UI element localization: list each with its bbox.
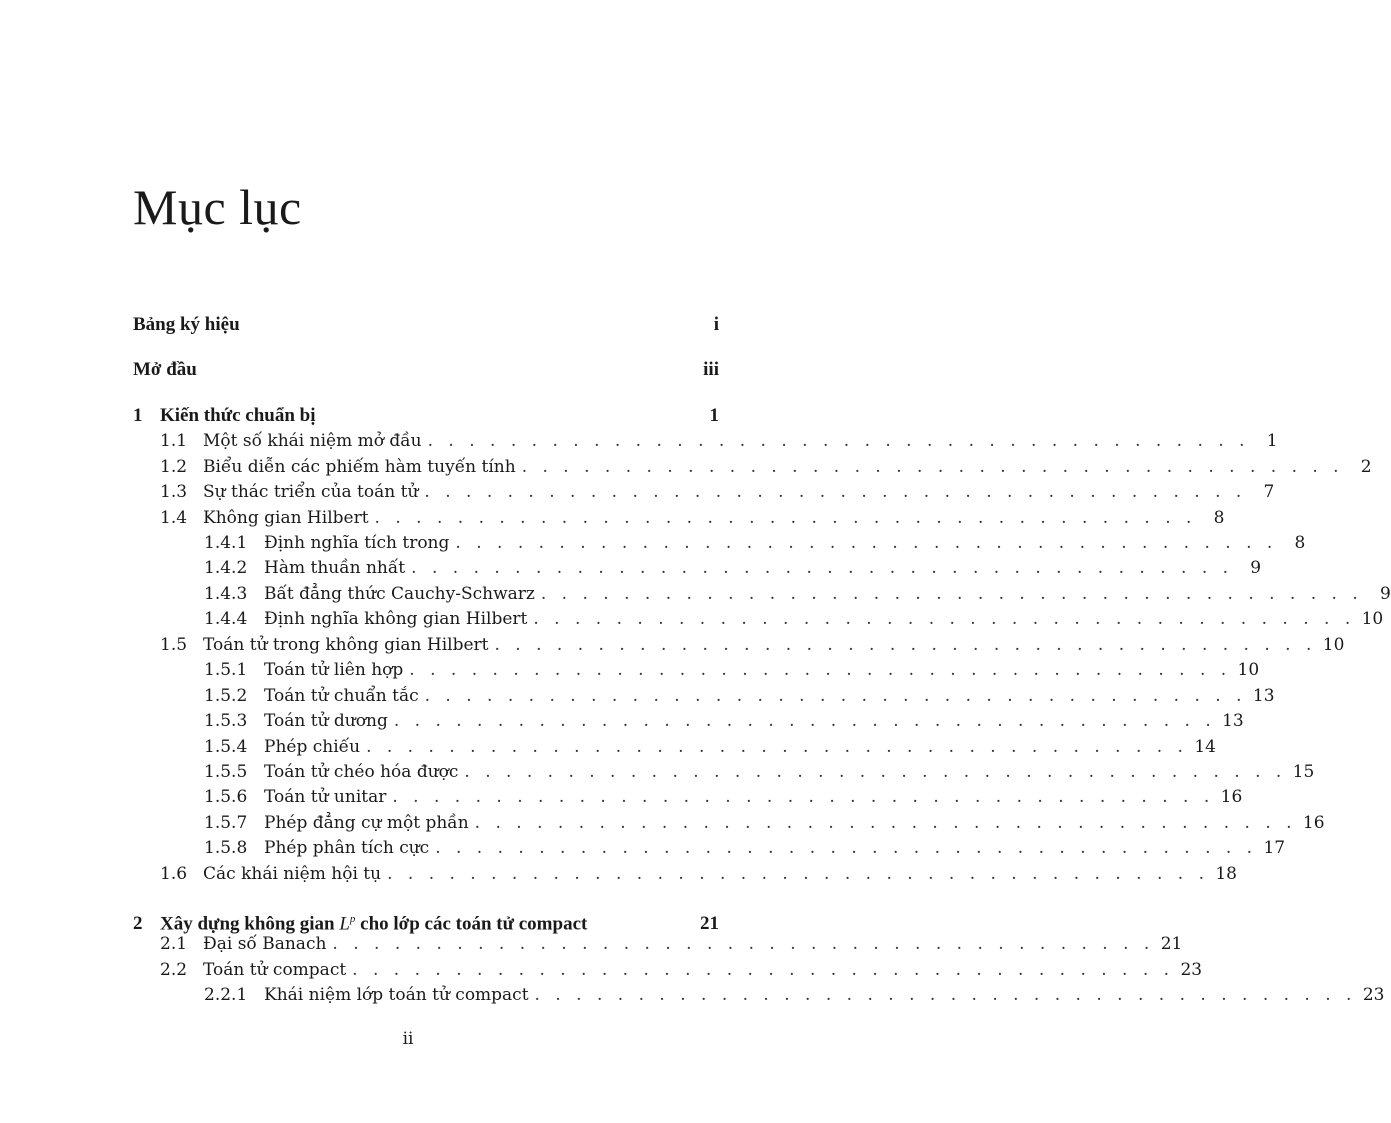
toc-entry[interactable]: [133, 659, 1260, 681]
dot-leader: . . . . . . . . . . . . . . . . . . . . . . . . . . . . . . . . . . . . . . . .: [427, 431, 1250, 451]
entry-number: 1.5.2: [204, 686, 248, 706]
entry-title: Toán tử chuẩn tắc: [264, 686, 419, 706]
entry-number: 1.3: [160, 482, 188, 502]
entry-number: 1.4.4: [204, 609, 248, 629]
entry-number: 1.4.1: [204, 533, 248, 553]
entry-page: 10: [1237, 660, 1260, 680]
dot-leader: . . . . . . . . . . . . . . . . . . . . . . . . . . . . . . . . . . . . . . . .: [352, 960, 1175, 980]
toc-entry[interactable]: [133, 710, 1244, 732]
toc-entry[interactable]: [133, 786, 1243, 808]
toc-entry-page: i: [713, 314, 719, 335]
entry-title: Sự thác triển của toán tử: [203, 482, 419, 502]
dot-leader: . . . . . . . . . . . . . . . . . . . . . . . . . . . . . . . . . . . . . . . .: [474, 813, 1297, 833]
dot-leader: . . . . . . . . . . . . . . . . . . . . . . . . . . . . . . . . . . . . . . . .: [393, 711, 1216, 731]
toc-entry[interactable]: [133, 532, 1306, 554]
entry-number: 1.5.6: [204, 787, 248, 807]
toc-entry[interactable]: [133, 430, 1278, 452]
toc-entry[interactable]: [133, 984, 1385, 1006]
entry-page: 16: [1302, 813, 1325, 833]
entry-title: Khái niệm lớp toán tử compact: [264, 985, 529, 1005]
toc-chapter-1[interactable]: [133, 405, 719, 427]
entry-page: 9: [1250, 558, 1262, 578]
entry-title: Biểu diễn các phiếm hàm tuyến tính: [203, 457, 516, 477]
entry-page: 13: [1222, 711, 1244, 731]
toc-entry[interactable]: [133, 761, 1315, 783]
entry-page: 23: [1180, 960, 1203, 980]
toc-entry[interactable]: [133, 837, 1286, 859]
entry-page: 8: [1213, 508, 1225, 528]
chapter-title-part: Xây dựng không gian: [160, 913, 340, 935]
entry-title: Bất đẳng thức Cauchy-Schwarz: [264, 584, 535, 604]
toc-entry[interactable]: [133, 557, 1262, 579]
toc-entry[interactable]: [133, 933, 1183, 955]
toc-entry-introduction[interactable]: [133, 359, 719, 381]
dot-leader: . . . . . . . . . . . . . . . . . . . . . . . . . . . . . . . . . . . . . . . .: [521, 457, 1344, 477]
dot-leader: . . . . . . . . . . . . . . . . . . . . . . . . . . . . . . . . . . . . . . . .: [392, 787, 1215, 807]
entry-title: Các khái niệm hội tụ: [203, 864, 382, 884]
entry-page: 23: [1362, 985, 1385, 1005]
entry-title: Toán tử compact: [203, 960, 347, 980]
entry-page: 9: [1379, 584, 1391, 604]
toc-entry-title: Mở đầu: [133, 359, 197, 380]
dot-leader: . . . . . . . . . . . . . . . . . . . . . . . . . . . . . . . . . . . . . . . .: [494, 635, 1317, 655]
entry-title: Phép chiếu: [264, 737, 361, 757]
entry-title: Toán tử unitar: [264, 787, 387, 807]
toc-entry[interactable]: [133, 608, 1384, 630]
toc-entry[interactable]: [133, 456, 1372, 478]
entry-page: 16: [1220, 787, 1243, 807]
dot-leader: . . . . . . . . . . . . . . . . . . . . . . . . . . . . . . . . . . . . . . . .: [387, 864, 1209, 884]
entry-page: 14: [1194, 737, 1216, 757]
toc-entry-symbols[interactable]: [133, 314, 719, 336]
entry-number: 1.5.3: [204, 711, 248, 731]
entry-title: Toán tử dương: [264, 711, 388, 731]
entry-number: 1.5.5: [204, 762, 248, 782]
entry-title: Toán tử liên hợp: [264, 660, 404, 680]
chapter-page: 21: [700, 913, 719, 935]
dot-leader: . . . . . . . . . . . . . . . . . . . . . . . . . . . . . . . . . . . . . . . .: [374, 508, 1197, 528]
entry-number: 1.5.4: [204, 737, 248, 757]
entry-page: 17: [1263, 838, 1286, 858]
entry-number: 1.5.8: [204, 838, 248, 858]
toc-entry[interactable]: [133, 812, 1325, 834]
toc-entry[interactable]: [133, 481, 1275, 503]
entry-number: 1.1: [160, 431, 188, 451]
entry-number: 1.5: [160, 635, 188, 655]
dot-leader: . . . . . . . . . . . . . . . . . . . . . . . . . . . . . . . . . . . . . . . .: [424, 482, 1247, 502]
entry-title: Phép phân tích cực: [264, 838, 430, 858]
toc-entry[interactable]: [133, 583, 1391, 605]
chapter-title: [160, 908, 587, 935]
entry-title: Phép đẳng cự một phần: [264, 813, 469, 833]
entry-title: Đại số Banach: [203, 934, 327, 954]
dot-leader: . . . . . . . . . . . . . . . . . . . . . . . . . . . . . . . . . . . . . . . .: [409, 660, 1232, 680]
entry-title: Định nghĩa tích trong: [264, 533, 450, 553]
entry-number: 2.2: [160, 960, 188, 980]
dot-leader: . . . . . . . . . . . . . . . . . . . . . . . . . . . . . . . . . . . . . . . .: [332, 934, 1155, 954]
entry-page: 10: [1361, 609, 1384, 629]
entry-page: 8: [1294, 533, 1306, 553]
chapter-title-symbol: L: [339, 913, 350, 935]
page-number: ii: [402, 1029, 414, 1049]
dot-leader: . . . . . . . . . . . . . . . . . . . . . . . . . . . . . . . . . . . . . . . .: [424, 686, 1247, 706]
entry-page: 18: [1215, 864, 1237, 884]
toc-entry[interactable]: [133, 685, 1275, 707]
chapter-title-part: cho lớp các toán tử compact: [355, 913, 588, 935]
dot-leader: . . . . . . . . . . . . . . . . . . . . . . . . . . . . . . . . . . . . . . . .: [534, 985, 1357, 1005]
entry-page: 10: [1322, 635, 1345, 655]
dot-leader: . . . . . . . . . . . . . . . . . . . . . . . . . . . . . . . . . . . . . . . .: [435, 838, 1258, 858]
dot-leader: . . . . . . . . . . . . . . . . . . . . . . . . . . . . . . . . . . . . . . . .: [411, 558, 1234, 578]
page-title: Mục lục: [133, 179, 302, 235]
entry-number: 1.6: [160, 864, 188, 884]
entry-number: 1.4.3: [204, 584, 248, 604]
dot-leader: . . . . . . . . . . . . . . . . . . . . . . . . . . . . . . . . . . . . . . . .: [533, 609, 1356, 629]
toc-entry-title: Bảng ký hiệu: [133, 314, 240, 335]
chapter-page: 1: [709, 405, 719, 426]
entry-page: 7: [1263, 482, 1275, 502]
entry-number: 1.5.1: [204, 660, 248, 680]
toc-entry-page: iii: [703, 359, 719, 380]
entry-title: Một số khái niệm mở đầu: [203, 431, 422, 451]
entry-page: 1: [1266, 431, 1278, 451]
toc-entry[interactable]: [133, 959, 1203, 981]
dot-leader: . . . . . . . . . . . . . . . . . . . . . . . . . . . . . . . . . . . . . . . .: [366, 737, 1188, 757]
entry-number: 1.4.2: [204, 558, 248, 578]
entry-page: 15: [1292, 762, 1315, 782]
entry-title: Hàm thuần nhất: [264, 558, 406, 578]
toc-entry[interactable]: [133, 863, 1237, 885]
entry-number: 1.4: [160, 508, 188, 528]
toc-entry[interactable]: [133, 507, 1225, 529]
dot-leader: . . . . . . . . . . . . . . . . . . . . . . . . . . . . . . . . . . . . . . . .: [455, 533, 1278, 553]
entry-title: Toán tử trong không gian Hilbert: [203, 635, 489, 655]
chapter-number: 1: [133, 405, 143, 426]
entry-title: Định nghĩa không gian Hilbert: [264, 609, 528, 629]
chapter-title-superscript: p: [349, 913, 356, 925]
entry-number: 2.1: [160, 934, 188, 954]
entry-number: 2.2.1: [204, 985, 248, 1005]
toc-entry[interactable]: [133, 736, 1216, 758]
entry-number: 1.5.7: [204, 813, 248, 833]
chapter-number: 2: [133, 913, 143, 935]
entry-page: 21: [1160, 934, 1183, 954]
toc-entry[interactable]: [133, 634, 1345, 656]
toc-chapter-2[interactable]: [133, 908, 719, 935]
entry-page: 13: [1252, 686, 1275, 706]
entry-title: Không gian Hilbert: [203, 508, 369, 528]
entry-title: Toán tử chéo hóa được: [264, 762, 459, 782]
entry-page: 2: [1360, 457, 1372, 477]
chapter-title: Kiến thức chuẩn bị: [160, 405, 316, 426]
dot-leader: . . . . . . . . . . . . . . . . . . . . . . . . . . . . . . . . . . . . . . . .: [464, 762, 1287, 782]
dot-leader: . . . . . . . . . . . . . . . . . . . . . . . . . . . . . . . . . . . . . . . .: [540, 584, 1363, 604]
entry-number: 1.2: [160, 457, 188, 477]
